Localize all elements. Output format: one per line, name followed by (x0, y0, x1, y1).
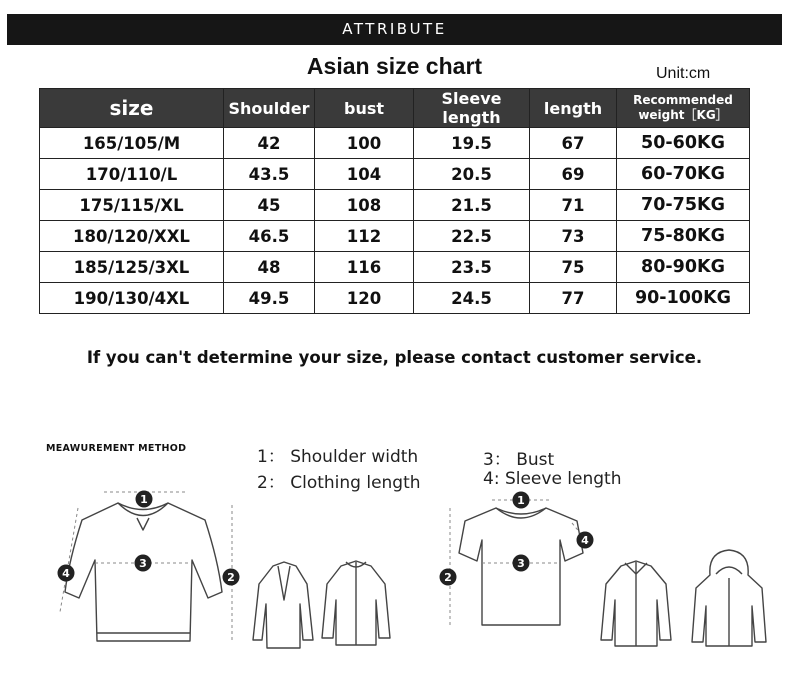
legend-clothing-length: 2： Clothing length (257, 473, 421, 493)
marker-1-label: 1 (140, 493, 148, 506)
cell-weight: 70-75KG (617, 190, 750, 221)
cell-sleeve: 23.5 (414, 252, 530, 283)
cell-shoulder: 49.5 (224, 283, 315, 314)
cell-shoulder: 46.5 (224, 221, 315, 252)
header-bust: bust (315, 89, 414, 128)
legend-sleeve-length: 4: Sleeve length (483, 469, 622, 489)
cell-length: 77 (530, 283, 617, 314)
cell-bust: 112 (315, 221, 414, 252)
cell-sleeve: 21.5 (414, 190, 530, 221)
cell-weight: 90-100KG (617, 283, 750, 314)
cell-size: 170/110/L (40, 159, 224, 190)
header-length: length (530, 89, 617, 128)
cell-size: 175/115/XL (40, 190, 224, 221)
cell-shoulder: 48 (224, 252, 315, 283)
cell-size: 190/130/4XL (40, 283, 224, 314)
measurement-markers (58, 491, 594, 586)
measurement-heading: MEAWUREMENT METHOD (46, 443, 187, 454)
marker-4-label: 4 (581, 534, 589, 547)
cell-size: 180/120/XXL (40, 221, 224, 252)
banner-label: ATTRIBUTE (342, 20, 447, 38)
cell-sleeve: 22.5 (414, 221, 530, 252)
cell-bust: 116 (315, 252, 414, 283)
sweater-illustration (65, 503, 222, 641)
cell-bust: 104 (315, 159, 414, 190)
marker-2-label: 2 (444, 571, 452, 584)
cell-sleeve: 20.5 (414, 159, 530, 190)
cell-length: 73 (530, 221, 617, 252)
cell-shoulder: 45 (224, 190, 315, 221)
header-weight: Recommended weight［KG］ (617, 89, 750, 128)
cell-sleeve: 19.5 (414, 128, 530, 159)
legend-bust: 3： Bust (483, 450, 555, 470)
contact-note: If you can't determine your size, please contact customer service. (86, 348, 703, 367)
cell-bust: 100 (315, 128, 414, 159)
cell-size: 165/105/M (40, 128, 224, 159)
cell-weight: 50-60KG (617, 128, 750, 159)
marker-3-label: 3 (139, 557, 147, 570)
legend-shoulder-width: 1： Shoulder width (257, 447, 419, 467)
cell-length: 71 (530, 190, 617, 221)
cell-length: 67 (530, 128, 617, 159)
cell-weight: 80-90KG (617, 252, 750, 283)
marker-1-label: 1 (517, 494, 525, 507)
cell-size: 185/125/3XL (40, 252, 224, 283)
cell-length: 75 (530, 252, 617, 283)
cell-bust: 108 (315, 190, 414, 221)
cell-shoulder: 42 (224, 128, 315, 159)
chart-title: Asian size chart (306, 53, 483, 79)
cell-weight: 60-70KG (617, 159, 750, 190)
marker-3-label: 3 (517, 557, 525, 570)
cell-sleeve: 24.5 (414, 283, 530, 314)
blazer-illustration (253, 562, 313, 648)
unit-label: Unit:cm (656, 65, 711, 82)
cell-shoulder: 43.5 (224, 159, 315, 190)
marker-2-label: 2 (227, 571, 235, 584)
cell-bust: 120 (315, 283, 414, 314)
cell-length: 69 (530, 159, 617, 190)
cell-weight: 75-80KG (617, 221, 750, 252)
header-shoulder: Shoulder (224, 89, 315, 128)
header-sleeve-length: Sleeve length (414, 89, 530, 128)
header-size: size (40, 89, 224, 128)
marker-4-label: 4 (62, 567, 70, 580)
